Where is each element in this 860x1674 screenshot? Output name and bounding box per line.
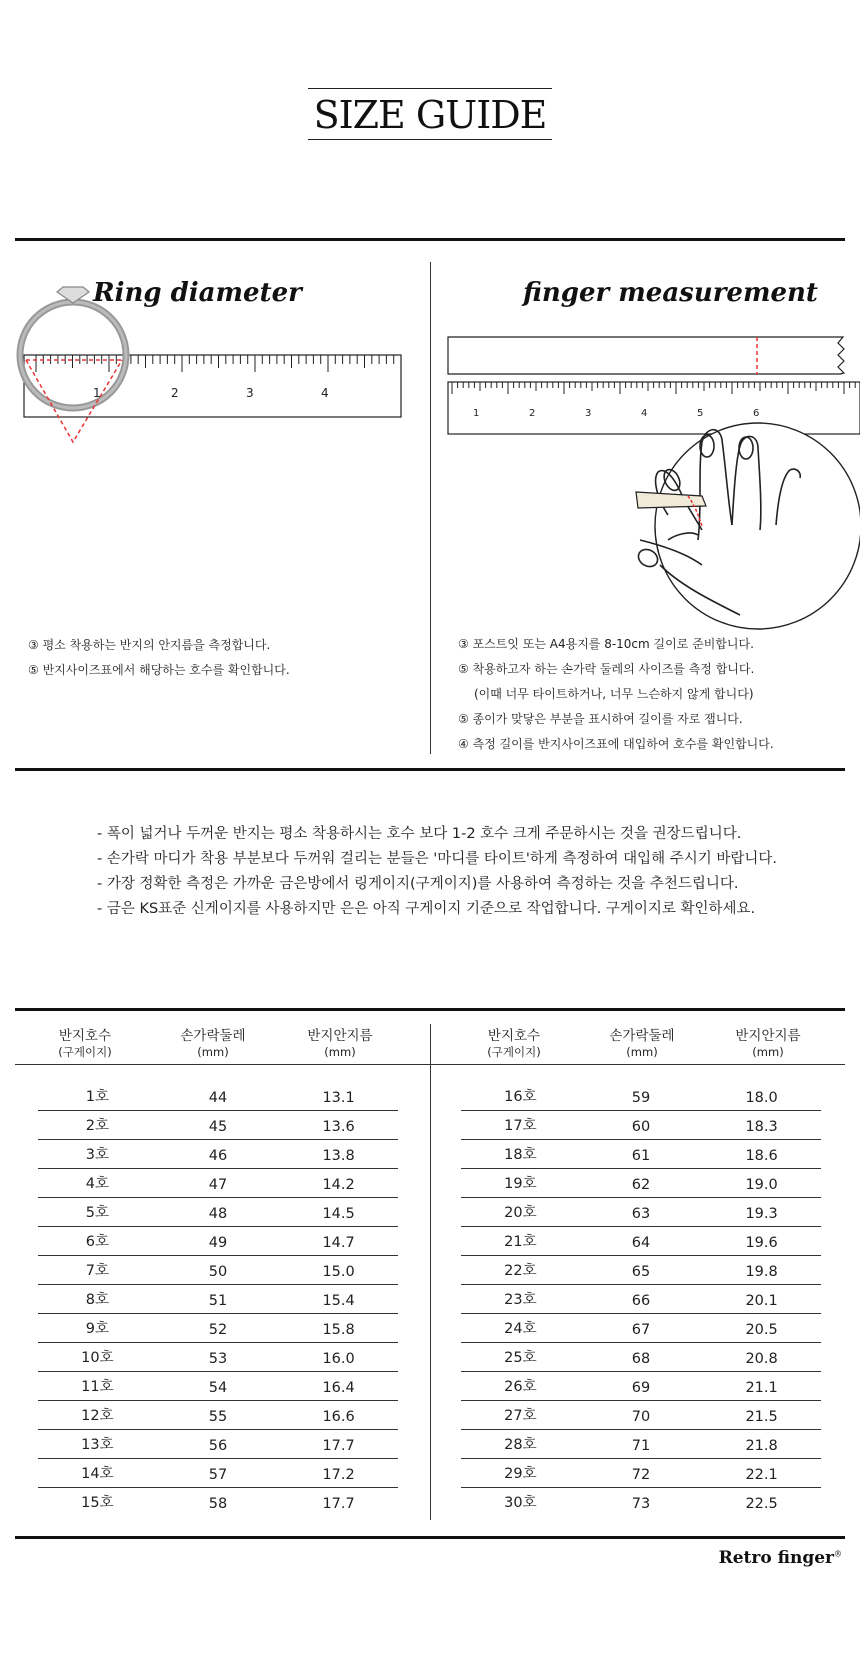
table-row — [461, 1168, 821, 1197]
header-inner-diameter: 반지안지름 (mm) — [735, 1028, 801, 1059]
ring-note: ③ 평소 착용하는 반지의 안지름을 측정합니다. — [28, 638, 271, 652]
circumference-cell: 67 — [580, 1313, 702, 1342]
table-row — [38, 1429, 398, 1458]
ring-size-cell: 26호 — [461, 1371, 580, 1400]
table-row — [461, 1226, 821, 1255]
diameter-cell: 16.4 — [279, 1371, 398, 1400]
page-title-text: SIZE GUIDE — [308, 88, 553, 140]
ring-size-cell: 10호 — [38, 1342, 157, 1371]
finger-ruler-label: 2 — [529, 408, 536, 419]
brand-logo: Retro finger® — [718, 1548, 842, 1568]
header-inner-diameter: 반지안지름 (mm) — [307, 1028, 373, 1059]
finger-ruler-label: 6 — [753, 408, 760, 419]
page-title — [0, 88, 860, 140]
ring-size-cell: 7호 — [38, 1255, 157, 1284]
diameter-cell: 18.3 — [702, 1110, 821, 1139]
ring-size-cell: 21호 — [461, 1226, 580, 1255]
circumference-cell: 44 — [157, 1081, 279, 1110]
diameter-cell: 14.5 — [279, 1197, 398, 1226]
table-row — [461, 1197, 821, 1226]
circumference-cell: 70 — [580, 1400, 702, 1429]
circumference-cell: 69 — [580, 1371, 702, 1400]
ring-size-cell: 23호 — [461, 1284, 580, 1313]
ring-size-cell: 15호 — [81, 1495, 114, 1511]
tip-item: - 손가락 마디가 착용 부분보다 두꺼워 걸리는 분들은 '마디를 타이트'하게 측정하여 대입해 주시기 바랍니다. — [97, 851, 778, 867]
diameter-cell: 19.8 — [702, 1255, 821, 1284]
table-row — [461, 1139, 821, 1168]
tip-item: - 금은 KS표준 신게이지를 사용하지만 은은 아직 구게이지 기준으로 작업합니다. 구게이지로 확인하세요. — [97, 901, 756, 917]
finger-note: (이때 너무 타이트하거나, 너무 느슨하지 않게 합니다) — [474, 687, 754, 701]
diameter-cell: 13.1 — [279, 1081, 398, 1110]
table-row — [461, 1400, 821, 1429]
diameter-cell: 21.1 — [702, 1371, 821, 1400]
circumference-cell: 68 — [580, 1342, 702, 1371]
diameter-cell: 13.6 — [279, 1110, 398, 1139]
diameter-cell: 17.7 — [279, 1429, 398, 1458]
ring-size-cell: 30호 — [504, 1495, 537, 1511]
ring-ruler-label: 3 — [246, 386, 254, 400]
finger-note: ④ 측정 길이를 반지사이즈표에 대입하여 호수를 확인합니다. — [458, 737, 774, 751]
ring-size-cell: 2호 — [38, 1110, 157, 1139]
table-divider — [430, 1024, 431, 1520]
tip-item: - 폭이 넓거나 두꺼운 반지는 평소 착용하시는 호수 보다 1-2 호수 크게 주문하시는 것을 권장드립니다. — [97, 826, 742, 842]
middle-divider — [15, 768, 845, 771]
ring-size-cell: 17호 — [461, 1110, 580, 1139]
table-row — [38, 1487, 398, 1516]
finger-ruler — [448, 382, 860, 434]
finger-measurement-illustration — [440, 330, 860, 630]
ring-size-cell: 8호 — [38, 1284, 157, 1313]
header-finger-circumference: 손가락둘레 (mm) — [609, 1028, 675, 1059]
top-divider — [15, 238, 845, 241]
diameter-cell: 20.5 — [702, 1313, 821, 1342]
table-top-border — [15, 1008, 845, 1011]
table-row — [38, 1371, 398, 1400]
size-table-right — [461, 1081, 821, 1516]
diameter-cell: 13.8 — [279, 1139, 398, 1168]
ring-size-cell: 18호 — [461, 1139, 580, 1168]
ring-ruler-label: 1 — [93, 386, 101, 400]
diameter-cell: 20.1 — [702, 1284, 821, 1313]
diameter-cell: 22.1 — [702, 1458, 821, 1487]
table-row — [461, 1284, 821, 1313]
ring-size-cell: 1호 — [38, 1081, 157, 1110]
table-row — [461, 1255, 821, 1284]
table-row — [461, 1429, 821, 1458]
ring-size-cell: 20호 — [461, 1197, 580, 1226]
diameter-cell: 22.5 — [745, 1496, 778, 1512]
circumference-cell: 53 — [157, 1342, 279, 1371]
circumference-cell: 58 — [208, 1496, 228, 1512]
circumference-cell: 59 — [580, 1081, 702, 1110]
circumference-cell: 57 — [157, 1458, 279, 1487]
table-row — [38, 1342, 398, 1371]
paper-strip — [448, 337, 844, 374]
diameter-cell: 20.8 — [702, 1342, 821, 1371]
circumference-cell: 65 — [580, 1255, 702, 1284]
ring-size-cell: 12호 — [38, 1400, 157, 1429]
ring-size-cell: 27호 — [461, 1400, 580, 1429]
finger-ruler-label: 5 — [697, 408, 704, 419]
table-header-border — [15, 1064, 845, 1065]
diameter-cell: 14.2 — [279, 1168, 398, 1197]
section-divider — [430, 262, 431, 754]
table-row — [38, 1139, 398, 1168]
diameter-cell: 21.5 — [702, 1400, 821, 1429]
table-row — [38, 1458, 398, 1487]
ring-size-cell: 11호 — [38, 1371, 157, 1400]
ring-diameter-illustration — [10, 280, 410, 450]
finger-note: ③ 포스트잇 또는 A4용지를 8-10cm 길이로 준비합니다. — [458, 637, 754, 651]
table-row — [38, 1197, 398, 1226]
table-row — [38, 1255, 398, 1284]
circumference-cell: 56 — [157, 1429, 279, 1458]
ring-size-cell: 16호 — [461, 1081, 580, 1110]
table-row — [461, 1313, 821, 1342]
diameter-cell: 18.0 — [702, 1081, 821, 1110]
finger-ruler-label: 1 — [473, 408, 480, 419]
diameter-cell: 18.6 — [702, 1139, 821, 1168]
header-ring-size: 반지호수 (구게이지) — [58, 1028, 112, 1059]
ring-diameter-title: Ring diameter — [93, 278, 302, 308]
ring-note: ⑤ 반지사이즈표에서 해당하는 호수를 확인합니다. — [28, 663, 290, 677]
tip-item: - 가장 정확한 측정은 가까운 금은방에서 링게이지(구게이지)를 사용하여 측정하는 것을 추천드립니다. — [97, 876, 739, 892]
ring-ruler-label: 2 — [171, 386, 179, 400]
diameter-cell: 15.4 — [279, 1284, 398, 1313]
circumference-cell: 52 — [157, 1313, 279, 1342]
table-row — [38, 1226, 398, 1255]
header-finger-circumference: 손가락둘레 (mm) — [180, 1028, 246, 1059]
circumference-cell: 46 — [157, 1139, 279, 1168]
ring-size-cell: 19호 — [461, 1168, 580, 1197]
ring-size-cell: 4호 — [38, 1168, 157, 1197]
table-row — [461, 1081, 821, 1110]
circumference-cell: 62 — [580, 1168, 702, 1197]
table-row — [461, 1342, 821, 1371]
ring-size-cell: 22호 — [461, 1255, 580, 1284]
diameter-cell: 15.0 — [279, 1255, 398, 1284]
diameter-cell: 19.3 — [702, 1197, 821, 1226]
circumference-cell: 50 — [157, 1255, 279, 1284]
table-row — [461, 1487, 821, 1516]
diameter-cell: 17.2 — [279, 1458, 398, 1487]
table-row — [38, 1400, 398, 1429]
ring-size-cell: 3호 — [38, 1139, 157, 1168]
finger-ruler-label: 4 — [641, 408, 648, 419]
diameter-cell: 19.6 — [702, 1226, 821, 1255]
circumference-cell: 45 — [157, 1110, 279, 1139]
ring-size-cell: 14호 — [38, 1458, 157, 1487]
circumference-cell: 71 — [580, 1429, 702, 1458]
table-row — [461, 1371, 821, 1400]
hand-circle — [655, 423, 860, 629]
header-ring-size: 반지호수 (구게이지) — [487, 1028, 541, 1059]
tips-list — [97, 822, 777, 922]
circumference-cell: 48 — [157, 1197, 279, 1226]
table-row — [461, 1110, 821, 1139]
table-row — [461, 1458, 821, 1487]
diameter-cell: 15.8 — [279, 1313, 398, 1342]
table-bottom-border — [15, 1536, 845, 1539]
circumference-cell: 60 — [580, 1110, 702, 1139]
circumference-cell: 47 — [157, 1168, 279, 1197]
ring-size-cell: 6호 — [38, 1226, 157, 1255]
diameter-cell: 14.7 — [279, 1226, 398, 1255]
diameter-cell: 19.0 — [702, 1168, 821, 1197]
diameter-cell: 21.8 — [702, 1429, 821, 1458]
finger-ruler-label: 3 — [585, 408, 592, 419]
circumference-cell: 73 — [631, 1496, 651, 1512]
table-row — [38, 1313, 398, 1342]
table-row — [38, 1284, 398, 1313]
finger-note: ⑤ 착용하고자 하는 손가락 둘레의 사이즈를 측정 합니다. — [458, 662, 755, 676]
size-table-left — [38, 1081, 398, 1516]
table-row — [38, 1168, 398, 1197]
ring-size-cell: 13호 — [38, 1429, 157, 1458]
circumference-cell: 64 — [580, 1226, 702, 1255]
circumference-cell: 55 — [157, 1400, 279, 1429]
circumference-cell: 54 — [157, 1371, 279, 1400]
ring-ruler-label: 4 — [321, 386, 329, 400]
ring-size-cell: 28호 — [461, 1429, 580, 1458]
circumference-cell: 72 — [580, 1458, 702, 1487]
circumference-cell: 51 — [157, 1284, 279, 1313]
ring-size-cell: 25호 — [461, 1342, 580, 1371]
circumference-cell: 63 — [580, 1197, 702, 1226]
table-row — [38, 1110, 398, 1139]
ring-size-cell: 5호 — [38, 1197, 157, 1226]
diameter-cell: 16.0 — [279, 1342, 398, 1371]
finger-measurement-title: finger measurement — [523, 278, 818, 308]
finger-note: ⑤ 종이가 맞닿은 부분을 표시하여 길이를 자로 잽니다. — [458, 712, 743, 726]
table-row — [38, 1081, 398, 1110]
circumference-cell: 66 — [580, 1284, 702, 1313]
diameter-cell: 16.6 — [279, 1400, 398, 1429]
diameter-cell: 17.7 — [322, 1496, 355, 1512]
ring-size-cell: 9호 — [38, 1313, 157, 1342]
circumference-cell: 49 — [157, 1226, 279, 1255]
circumference-cell: 61 — [580, 1139, 702, 1168]
ring-size-cell: 29호 — [461, 1458, 580, 1487]
ring-size-cell: 24호 — [461, 1313, 580, 1342]
